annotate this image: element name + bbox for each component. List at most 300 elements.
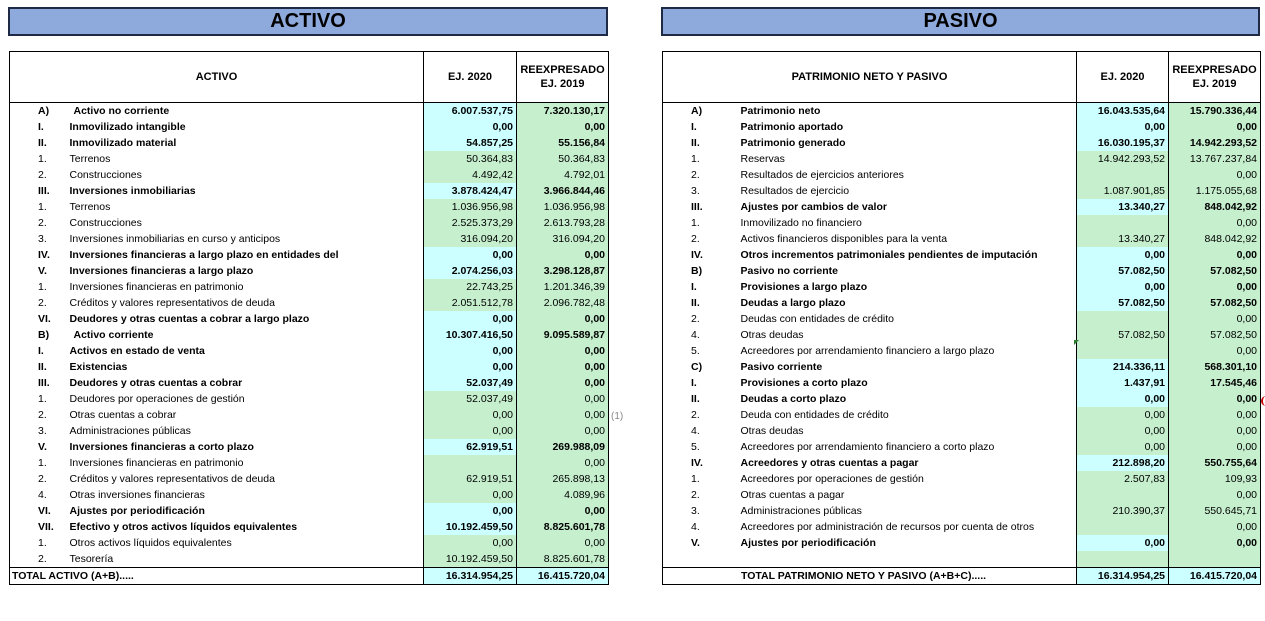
activo-row xyxy=(10,391,609,407)
activo-row-label: Efectivo y otros activos líquidos equivalentes xyxy=(68,519,424,535)
activo-row-label: Inmovilizado intangible xyxy=(68,119,424,135)
pasivo-row-value-2019: 0,00 xyxy=(1169,119,1261,135)
activo-header-label: ACTIVO xyxy=(10,52,424,103)
pasivo-row-value-2019: 0,00 xyxy=(1169,407,1261,423)
pasivo-row-value-2019: 0,00 xyxy=(1169,279,1261,295)
pasivo-row-value-2019: 550.755,64 xyxy=(1169,455,1261,471)
activo-row-code: II. xyxy=(10,359,68,375)
activo-row-value-2019: 0,00 xyxy=(517,119,609,135)
activo-row-code: B) xyxy=(10,327,68,343)
pasivo-row-value-2019: 0,00 xyxy=(1169,423,1261,439)
pasivo-row-value-2020: 210.390,37 xyxy=(1077,503,1169,519)
pasivo-row xyxy=(663,487,1261,503)
activo-row-value-2020: 52.037,49 xyxy=(424,391,517,407)
activo-row-label: Deudores y otras cuentas a cobrar a largo plazo xyxy=(68,311,424,327)
pasivo-row-code: 2. xyxy=(663,487,739,503)
activo-row-value-2019: 316.094,20 xyxy=(517,231,609,247)
pasivo-header-label: PATRIMONIO NETO Y PASIVO xyxy=(663,52,1077,103)
pasivo-row-code: I. xyxy=(663,119,739,135)
pasivo-row-value-2019: 109,93 xyxy=(1169,471,1261,487)
activo-row xyxy=(10,439,609,455)
pasivo-row-value-2020: 57.082,50 xyxy=(1077,263,1169,279)
pasivo-header-2019 xyxy=(1169,52,1261,103)
activo-row-code: 2. xyxy=(10,167,68,183)
activo-table xyxy=(9,51,609,585)
pasivo-row xyxy=(663,167,1261,183)
activo-row-code: 1. xyxy=(10,151,68,167)
pasivo-row-label: Patrimonio neto xyxy=(739,103,1077,120)
red-edge-mark xyxy=(1261,396,1265,406)
activo-row-value-2019: 0,00 xyxy=(517,343,609,359)
pasivo-row-value-2019: 13.767.237,84 xyxy=(1169,151,1261,167)
activo-row-label: Tesorería xyxy=(68,551,424,568)
activo-row-value-2019: 4.792,01 xyxy=(517,167,609,183)
activo-row-label: Inmovilizado material xyxy=(68,135,424,151)
pasivo-row xyxy=(663,183,1261,199)
activo-row-value-2020: 316.094,20 xyxy=(424,231,517,247)
activo-row-value-2019: 0,00 xyxy=(517,311,609,327)
activo-row-code: V. xyxy=(10,439,68,455)
pasivo-row-value-2020: 0,00 xyxy=(1077,247,1169,263)
activo-row-code: IV. xyxy=(10,247,68,263)
activo-row-code: 1. xyxy=(10,279,68,295)
activo-row-value-2020: 54.857,25 xyxy=(424,135,517,151)
pasivo-row xyxy=(663,439,1261,455)
pasivo-row xyxy=(663,327,1261,343)
pasivo-row-label: Otras deudas xyxy=(739,423,1077,439)
activo-row-label: Terrenos xyxy=(68,199,424,215)
pasivo-row-value-2019: 550.645,71 xyxy=(1169,503,1261,519)
pasivo-row xyxy=(663,455,1261,471)
activo-row-label: Inversiones inmobiliarias xyxy=(68,183,424,199)
activo-row xyxy=(10,455,609,471)
activo-row-value-2020: 0,00 xyxy=(424,407,517,423)
activo-row xyxy=(10,359,609,375)
activo-row-label: Otras cuentas a cobrar xyxy=(68,407,424,423)
activo-row-value-2020: 52.037,49 xyxy=(424,375,517,391)
activo-row-value-2020: 0,00 xyxy=(424,311,517,327)
pasivo-row-label xyxy=(739,551,1077,568)
pasivo-row-code: I. xyxy=(663,279,739,295)
activo-row-code: 3. xyxy=(10,423,68,439)
pasivo-row-value-2019: 57.082,50 xyxy=(1169,295,1261,311)
pasivo-row-value-2020: 214.336,11 xyxy=(1077,359,1169,375)
pasivo-row-value-2020 xyxy=(1077,215,1169,231)
pasivo-row-value-2020: 0,00 xyxy=(1077,439,1169,455)
pasivo-row-code: II. xyxy=(663,295,739,311)
pasivo-row xyxy=(663,231,1261,247)
activo-row-value-2019: 0,00 xyxy=(517,247,609,263)
activo-row-value-2020: 0,00 xyxy=(424,359,517,375)
activo-row-code: 3. xyxy=(10,231,68,247)
activo-row-code: 2. xyxy=(10,215,68,231)
pasivo-row-label: Patrimonio aportado xyxy=(739,119,1077,135)
activo-row-label: Deudores y otras cuentas a cobrar xyxy=(68,375,424,391)
activo-row xyxy=(10,407,609,423)
activo-row xyxy=(10,167,609,183)
pasivo-row-value-2020 xyxy=(1077,551,1169,568)
pasivo-row-value-2019: 17.545,46 xyxy=(1169,375,1261,391)
activo-row-label: Deudores por operaciones de gestión xyxy=(68,391,424,407)
activo-row xyxy=(10,263,609,279)
pasivo-row-code: 2. xyxy=(663,407,739,423)
pasivo-row xyxy=(663,311,1261,327)
pasivo-row-value-2019: 568.301,10 xyxy=(1169,359,1261,375)
pasivo-row-code: C) xyxy=(663,359,739,375)
pasivo-row-value-2020: 0,00 xyxy=(1077,279,1169,295)
activo-row-code: 1. xyxy=(10,535,68,551)
activo-row-value-2019: 55.156,84 xyxy=(517,135,609,151)
green-corner-mark xyxy=(1074,340,1079,345)
activo-row-code: VI. xyxy=(10,503,68,519)
activo-row-value-2020: 50.364,83 xyxy=(424,151,517,167)
pasivo-banner xyxy=(661,7,1260,36)
pasivo-row-value-2020: 14.942.293,52 xyxy=(1077,151,1169,167)
pasivo-row xyxy=(663,103,1261,120)
activo-row-value-2019: 0,00 xyxy=(517,391,609,407)
pasivo-row-code: 4. xyxy=(663,327,739,343)
activo-row-value-2019: 1.201.346,39 xyxy=(517,279,609,295)
activo-row-value-2020: 0,00 xyxy=(424,343,517,359)
pasivo-row-value-2020 xyxy=(1077,167,1169,183)
activo-row-label: Administraciones públicas xyxy=(68,423,424,439)
activo-row-label: Activo no corriente xyxy=(68,103,424,120)
pasivo-row-label: Ajustes por periodificación xyxy=(739,535,1077,551)
pasivo-row xyxy=(663,535,1261,551)
pasivo-header-row xyxy=(663,52,1261,103)
activo-row-label: Otras inversiones financieras xyxy=(68,487,424,503)
activo-row-code: A) xyxy=(10,103,68,120)
pasivo-row-code: IV. xyxy=(663,247,739,263)
activo-row-label: Existencias xyxy=(68,359,424,375)
activo-row-value-2019: 9.095.589,87 xyxy=(517,327,609,343)
pasivo-row-value-2020: 57.082,50 xyxy=(1077,295,1169,311)
activo-row-label: Inversiones financieras a largo plazo xyxy=(68,263,424,279)
pasivo-row-code: 3. xyxy=(663,183,739,199)
pasivo-row xyxy=(663,519,1261,535)
pasivo-row-value-2020: 0,00 xyxy=(1077,119,1169,135)
activo-row-value-2019: 1.036.956,98 xyxy=(517,199,609,215)
pasivo-row-value-2019: 0,00 xyxy=(1169,391,1261,407)
pasivo-header-2019-line2: EJ. 2019 xyxy=(1192,78,1237,90)
activo-row-value-2020: 2.525.373,29 xyxy=(424,215,517,231)
pasivo-row-label: Deudas con entidades de crédito xyxy=(739,311,1077,327)
activo-row-label: Activo corriente xyxy=(68,327,424,343)
activo-row-value-2020 xyxy=(424,455,517,471)
pasivo-row-value-2019: 15.790.336,44 xyxy=(1169,103,1261,120)
activo-row xyxy=(10,135,609,151)
pasivo-row-label: Patrimonio generado xyxy=(739,135,1077,151)
activo-row-value-2020: 22.743,25 xyxy=(424,279,517,295)
activo-row-code: 4. xyxy=(10,487,68,503)
activo-row xyxy=(10,183,609,199)
pasivo-row xyxy=(663,423,1261,439)
activo-total-value-2019: 16.415.720,04 xyxy=(517,568,609,585)
activo-row xyxy=(10,535,609,551)
activo-row-label: Inversiones financieras a largo plazo en entidades del xyxy=(68,247,424,263)
activo-row-value-2019: 4.089,96 xyxy=(517,487,609,503)
pasivo-row-value-2020: 16.043.535,64 xyxy=(1077,103,1169,120)
pasivo-row-label: Provisiones a largo plazo xyxy=(739,279,1077,295)
activo-total-value-2020: 16.314.954,25 xyxy=(424,568,517,585)
pasivo-row-value-2019: 57.082,50 xyxy=(1169,263,1261,279)
pasivo-total-value-2019: 16.415.720,04 xyxy=(1169,568,1261,585)
activo-row-value-2020: 1.036.956,98 xyxy=(424,199,517,215)
pasivo-row-value-2020 xyxy=(1077,343,1169,359)
pasivo-row-label: Deuda con entidades de crédito xyxy=(739,407,1077,423)
activo-row-code: 2. xyxy=(10,471,68,487)
pasivo-row-value-2020 xyxy=(1077,487,1169,503)
activo-row-value-2019: 8.825.601,78 xyxy=(517,551,609,568)
pasivo-row xyxy=(663,247,1261,263)
pasivo-row-code: III. xyxy=(663,199,739,215)
pasivo-table xyxy=(662,51,1261,585)
pasivo-row-code: 1. xyxy=(663,215,739,231)
pasivo-row-code: I. xyxy=(663,375,739,391)
pasivo-row-label: Acreedores por operaciones de gestión xyxy=(739,471,1077,487)
activo-row-label: Construcciones xyxy=(68,167,424,183)
activo-row-value-2019: 0,00 xyxy=(517,455,609,471)
activo-row-value-2019: 8.825.601,78 xyxy=(517,519,609,535)
pasivo-row-code: 5. xyxy=(663,343,739,359)
pasivo-row xyxy=(663,359,1261,375)
activo-row-code: VI. xyxy=(10,311,68,327)
activo-header-2019-line2: EJ. 2019 xyxy=(540,78,585,90)
pasivo-row xyxy=(663,135,1261,151)
pasivo-total-label: TOTAL PATRIMONIO NETO Y PASIVO (A+B+C)..... xyxy=(663,568,1077,585)
pasivo-row-label: Acreedores por arrendamiento financiero a corto plazo xyxy=(739,439,1077,455)
pasivo-row-code: 4. xyxy=(663,519,739,535)
activo-row xyxy=(10,327,609,343)
pasivo-row xyxy=(663,503,1261,519)
pasivo-row-code: 1. xyxy=(663,471,739,487)
pasivo-row-code: A) xyxy=(663,103,739,120)
activo-row-value-2019: 2.096.782,48 xyxy=(517,295,609,311)
pasivo-row-label: Pasivo no corriente xyxy=(739,263,1077,279)
activo-row-code: 2. xyxy=(10,551,68,568)
pasivo-row-value-2020: 212.898,20 xyxy=(1077,455,1169,471)
footnote-marker: (1) xyxy=(611,411,624,422)
activo-total-row xyxy=(10,568,609,585)
activo-row-value-2019: 0,00 xyxy=(517,423,609,439)
activo-row-value-2020: 10.192.459,50 xyxy=(424,551,517,568)
pasivo-row-value-2020 xyxy=(1077,519,1169,535)
pasivo-banner-title: PASIVO xyxy=(923,10,998,32)
activo-banner xyxy=(8,7,608,36)
pasivo-row-value-2020: 2.507,83 xyxy=(1077,471,1169,487)
pasivo-row xyxy=(663,551,1261,568)
activo-row xyxy=(10,151,609,167)
pasivo-row-label: Deudas a corto plazo xyxy=(739,391,1077,407)
pasivo-row xyxy=(663,279,1261,295)
activo-row-value-2020: 6.007.537,75 xyxy=(424,103,517,120)
activo-row-value-2020: 4.492,42 xyxy=(424,167,517,183)
activo-row-value-2020: 10.192.459,50 xyxy=(424,519,517,535)
pasivo-row-code: 1. xyxy=(663,151,739,167)
pasivo-row-value-2020: 1.087.901,85 xyxy=(1077,183,1169,199)
pasivo-row-label: Acreedores por administración de recursos por cuenta de otros xyxy=(739,519,1077,535)
pasivo-row-code: 2. xyxy=(663,231,739,247)
pasivo-row-label: Activos financieros disponibles para la venta xyxy=(739,231,1077,247)
pasivo-row-value-2019: 0,00 xyxy=(1169,519,1261,535)
activo-row-value-2019: 0,00 xyxy=(517,375,609,391)
pasivo-row-code: 2. xyxy=(663,167,739,183)
pasivo-row-value-2020: 1.437,91 xyxy=(1077,375,1169,391)
activo-header-2019-line1: REEXPRESADO xyxy=(520,64,605,76)
activo-row xyxy=(10,519,609,535)
activo-row-value-2020: 0,00 xyxy=(424,503,517,519)
activo-row-value-2020: 10.307.416,50 xyxy=(424,327,517,343)
pasivo-row xyxy=(663,119,1261,135)
pasivo-row-label: Otras deudas xyxy=(739,327,1077,343)
activo-row xyxy=(10,103,609,120)
activo-row xyxy=(10,199,609,215)
activo-row-label: Activos en estado de venta xyxy=(68,343,424,359)
pasivo-row-code: II. xyxy=(663,391,739,407)
pasivo-row-code: V. xyxy=(663,535,739,551)
activo-row xyxy=(10,471,609,487)
pasivo-row xyxy=(663,391,1261,407)
activo-row xyxy=(10,279,609,295)
activo-row xyxy=(10,311,609,327)
activo-row-value-2019: 2.613.793,28 xyxy=(517,215,609,231)
pasivo-row xyxy=(663,407,1261,423)
activo-row xyxy=(10,231,609,247)
activo-row-code: 2. xyxy=(10,407,68,423)
pasivo-row-value-2020: 13.340,27 xyxy=(1077,199,1169,215)
activo-row-label: Inversiones inmobiliarias en curso y anticipos xyxy=(68,231,424,247)
activo-row xyxy=(10,503,609,519)
activo-row-value-2019: 0,00 xyxy=(517,359,609,375)
pasivo-row-value-2020: 0,00 xyxy=(1077,423,1169,439)
activo-row-label: Otros activos líquidos equivalentes xyxy=(68,535,424,551)
activo-row-label: Créditos y valores representativos de deuda xyxy=(68,295,424,311)
pasivo-row-value-2019 xyxy=(1169,551,1261,568)
activo-row-code: III. xyxy=(10,183,68,199)
activo-row-label: Construcciones xyxy=(68,215,424,231)
activo-row-value-2019: 0,00 xyxy=(517,535,609,551)
pasivo-total-value-2020: 16.314.954,25 xyxy=(1077,568,1169,585)
activo-row-value-2019: 265.898,13 xyxy=(517,471,609,487)
activo-row-code: I. xyxy=(10,343,68,359)
activo-row-value-2019: 3.298.128,87 xyxy=(517,263,609,279)
pasivo-row-value-2019: 848.042,92 xyxy=(1169,231,1261,247)
pasivo-row-label: Acreedores por arrendamiento financiero a largo plazo xyxy=(739,343,1077,359)
activo-row xyxy=(10,343,609,359)
pasivo-row-value-2019: 0,00 xyxy=(1169,215,1261,231)
pasivo-row-code: IV. xyxy=(663,455,739,471)
activo-row-label: Ajustes por periodificación xyxy=(68,503,424,519)
activo-header-row xyxy=(10,52,609,103)
activo-row-value-2019: 3.966.844,46 xyxy=(517,183,609,199)
activo-row-value-2019: 0,00 xyxy=(517,407,609,423)
pasivo-row-label: Otros incrementos patrimoniales pendientes de imputación xyxy=(739,247,1077,263)
activo-row-value-2020: 3.878.424,47 xyxy=(424,183,517,199)
pasivo-header-2019-line1: REEXPRESADO xyxy=(1172,64,1257,76)
pasivo-row xyxy=(663,151,1261,167)
pasivo-row xyxy=(663,215,1261,231)
activo-total-label: TOTAL ACTIVO (A+B)..... xyxy=(10,568,424,585)
activo-row xyxy=(10,247,609,263)
activo-row-label: Créditos y valores representativos de deuda xyxy=(68,471,424,487)
activo-row-code: VII. xyxy=(10,519,68,535)
activo-row xyxy=(10,551,609,568)
activo-row xyxy=(10,487,609,503)
activo-row xyxy=(10,295,609,311)
activo-row-label: Inversiones financieras en patrimonio xyxy=(68,455,424,471)
pasivo-row-value-2019: 848.042,92 xyxy=(1169,199,1261,215)
pasivo-row-label: Otras cuentas a pagar xyxy=(739,487,1077,503)
activo-row-value-2019: 50.364,83 xyxy=(517,151,609,167)
pasivo-row-code: 4. xyxy=(663,423,739,439)
activo-row-value-2020: 0,00 xyxy=(424,487,517,503)
pasivo-row-value-2020: 57.082,50 xyxy=(1077,327,1169,343)
pasivo-row xyxy=(663,295,1261,311)
pasivo-row-label: Resultados de ejercicio xyxy=(739,183,1077,199)
pasivo-row-value-2020: 0,00 xyxy=(1077,407,1169,423)
activo-row-value-2020: 0,00 xyxy=(424,247,517,263)
activo-row xyxy=(10,215,609,231)
pasivo-row-value-2019: 0,00 xyxy=(1169,535,1261,551)
pasivo-row-value-2020 xyxy=(1077,311,1169,327)
activo-row-value-2020: 0,00 xyxy=(424,119,517,135)
activo-banner-title: ACTIVO xyxy=(270,10,346,32)
activo-row-code: V. xyxy=(10,263,68,279)
pasivo-row-value-2019: 0,00 xyxy=(1169,343,1261,359)
pasivo-row-label: Resultados de ejercicios anteriores xyxy=(739,167,1077,183)
pasivo-row-value-2019: 0,00 xyxy=(1169,487,1261,503)
pasivo-row-code: 5. xyxy=(663,439,739,455)
pasivo-row-value-2019: 57.082,50 xyxy=(1169,327,1261,343)
activo-row-label: Inversiones financieras en patrimonio xyxy=(68,279,424,295)
pasivo-row xyxy=(663,375,1261,391)
pasivo-row-label: Acreedores y otras cuentas a pagar xyxy=(739,455,1077,471)
activo-row-value-2020: 0,00 xyxy=(424,423,517,439)
pasivo-row-value-2019: 0,00 xyxy=(1169,439,1261,455)
pasivo-row xyxy=(663,471,1261,487)
activo-row-value-2020: 0,00 xyxy=(424,535,517,551)
pasivo-header-2020: EJ. 2020 xyxy=(1077,52,1169,103)
pasivo-row xyxy=(663,343,1261,359)
pasivo-row xyxy=(663,263,1261,279)
pasivo-row xyxy=(663,199,1261,215)
pasivo-row-value-2020: 13.340,27 xyxy=(1077,231,1169,247)
pasivo-row-label: Inmovilizado no financiero xyxy=(739,215,1077,231)
pasivo-row-label: Provisiones a corto plazo xyxy=(739,375,1077,391)
pasivo-row-value-2019: 0,00 xyxy=(1169,247,1261,263)
pasivo-row-value-2020: 0,00 xyxy=(1077,391,1169,407)
pasivo-total-row xyxy=(663,568,1261,585)
pasivo-row-label: Deudas a largo plazo xyxy=(739,295,1077,311)
pasivo-row-label: Reservas xyxy=(739,151,1077,167)
activo-row-value-2020: 2.074.256,03 xyxy=(424,263,517,279)
activo-row-value-2020: 2.051.512,78 xyxy=(424,295,517,311)
activo-row-code: 1. xyxy=(10,455,68,471)
activo-row-value-2020: 62.919,51 xyxy=(424,439,517,455)
activo-row xyxy=(10,423,609,439)
activo-row-value-2019: 269.988,09 xyxy=(517,439,609,455)
pasivo-row-code: 2. xyxy=(663,311,739,327)
pasivo-row-value-2019: 1.175.055,68 xyxy=(1169,183,1261,199)
activo-row-code: III. xyxy=(10,375,68,391)
pasivo-row-code: 3. xyxy=(663,503,739,519)
pasivo-row-code: II. xyxy=(663,135,739,151)
pasivo-row-code: B) xyxy=(663,263,739,279)
activo-row-value-2019: 7.320.130,17 xyxy=(517,103,609,120)
activo-row-code: II. xyxy=(10,135,68,151)
activo-row-label: Inversiones financieras a corto plazo xyxy=(68,439,424,455)
pasivo-row-value-2019: 0,00 xyxy=(1169,311,1261,327)
